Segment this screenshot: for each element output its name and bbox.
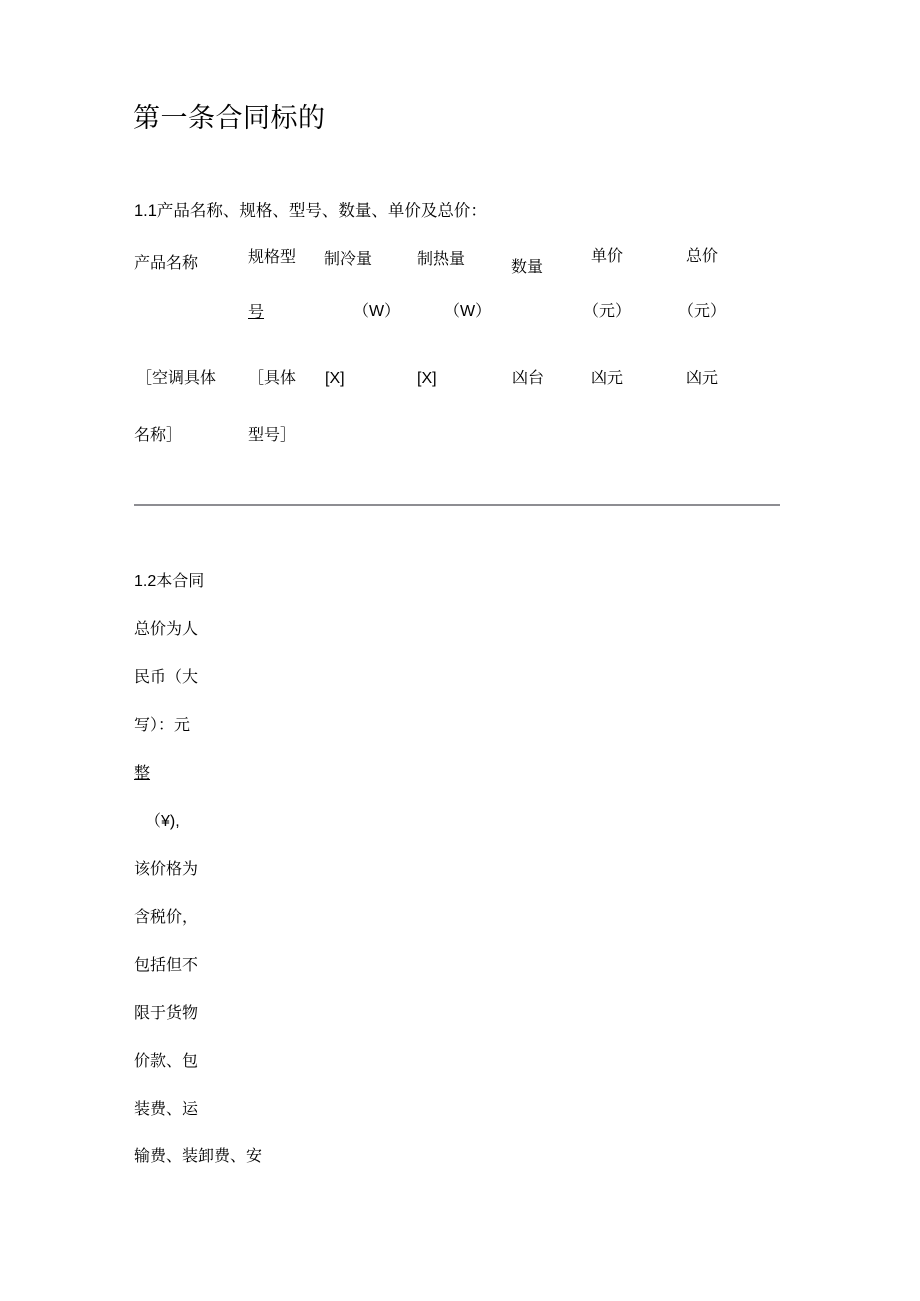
- clause-1-2-line: 装费、运: [134, 1101, 199, 1118]
- clause-1-2-line: 包括但不: [134, 957, 199, 974]
- table-header-spec-model-line2: 号: [248, 304, 265, 321]
- clause-1-2-line: 写）：元: [134, 717, 191, 734]
- clause-1-2-line: 民币（大: [134, 669, 199, 686]
- table-header-spec-model-line1: 规格型: [248, 249, 297, 266]
- table-row-spec-model-line1: ［具体: [248, 370, 297, 387]
- table-header-quantity: 数量: [511, 259, 544, 276]
- table-header-cooling-line2: （W）: [353, 303, 401, 320]
- table-header-total-price-line1: 总价: [686, 248, 719, 265]
- clause-1-2-line: 该价格为: [134, 861, 199, 878]
- table-row-cooling-capacity: [X]: [325, 370, 345, 387]
- table-header-unit-price-line1: 单价: [591, 248, 624, 265]
- clause-1-2-line: 整: [134, 765, 151, 782]
- clause-1-2-line: 价款、包: [134, 1053, 199, 1070]
- section-divider: [134, 504, 780, 506]
- table-row-product-name-line1: ［空调具体: [136, 370, 217, 387]
- table-row-quantity: 凶台: [512, 370, 545, 387]
- table-row-total-price: 凶元: [686, 370, 719, 387]
- clause-1-1-label: 1.1产品名称、规格、型号、数量、单价及总价：: [134, 202, 487, 220]
- table-row-spec-model-line2: 型号］: [248, 427, 297, 444]
- clause-1-2-line: 总价为人: [134, 621, 199, 638]
- spec-table: [0, 0, 920, 470]
- table-header-total-price-line2: （元）: [678, 303, 727, 320]
- clause-1-2-line: 1.2本合同: [134, 573, 205, 590]
- clause-1-2-line: （¥),: [145, 813, 180, 830]
- clause-1-2-line: 限于货物: [134, 1005, 199, 1022]
- clause-1-2-line: 含税价，: [134, 909, 199, 926]
- table-header-unit-price-line2: （元）: [583, 303, 632, 320]
- table-header-cooling-line1: 制冷量: [324, 251, 373, 268]
- table-row-product-name-line2: 名称］: [134, 427, 183, 444]
- clause-1-2-block: [134, 570, 334, 1193]
- clause-1-2-line: 输费、装卸费、安: [134, 1148, 263, 1165]
- table-header-heating-line1: 制热量: [417, 251, 466, 268]
- table-row-unit-price: 凶元: [591, 370, 624, 387]
- table-header-product-name: 产品名称: [134, 255, 199, 272]
- table-row-heating-capacity: [X]: [417, 370, 437, 387]
- table-header-heating-line2: （W）: [444, 303, 492, 320]
- page-title: 第一条合同标的: [133, 103, 326, 133]
